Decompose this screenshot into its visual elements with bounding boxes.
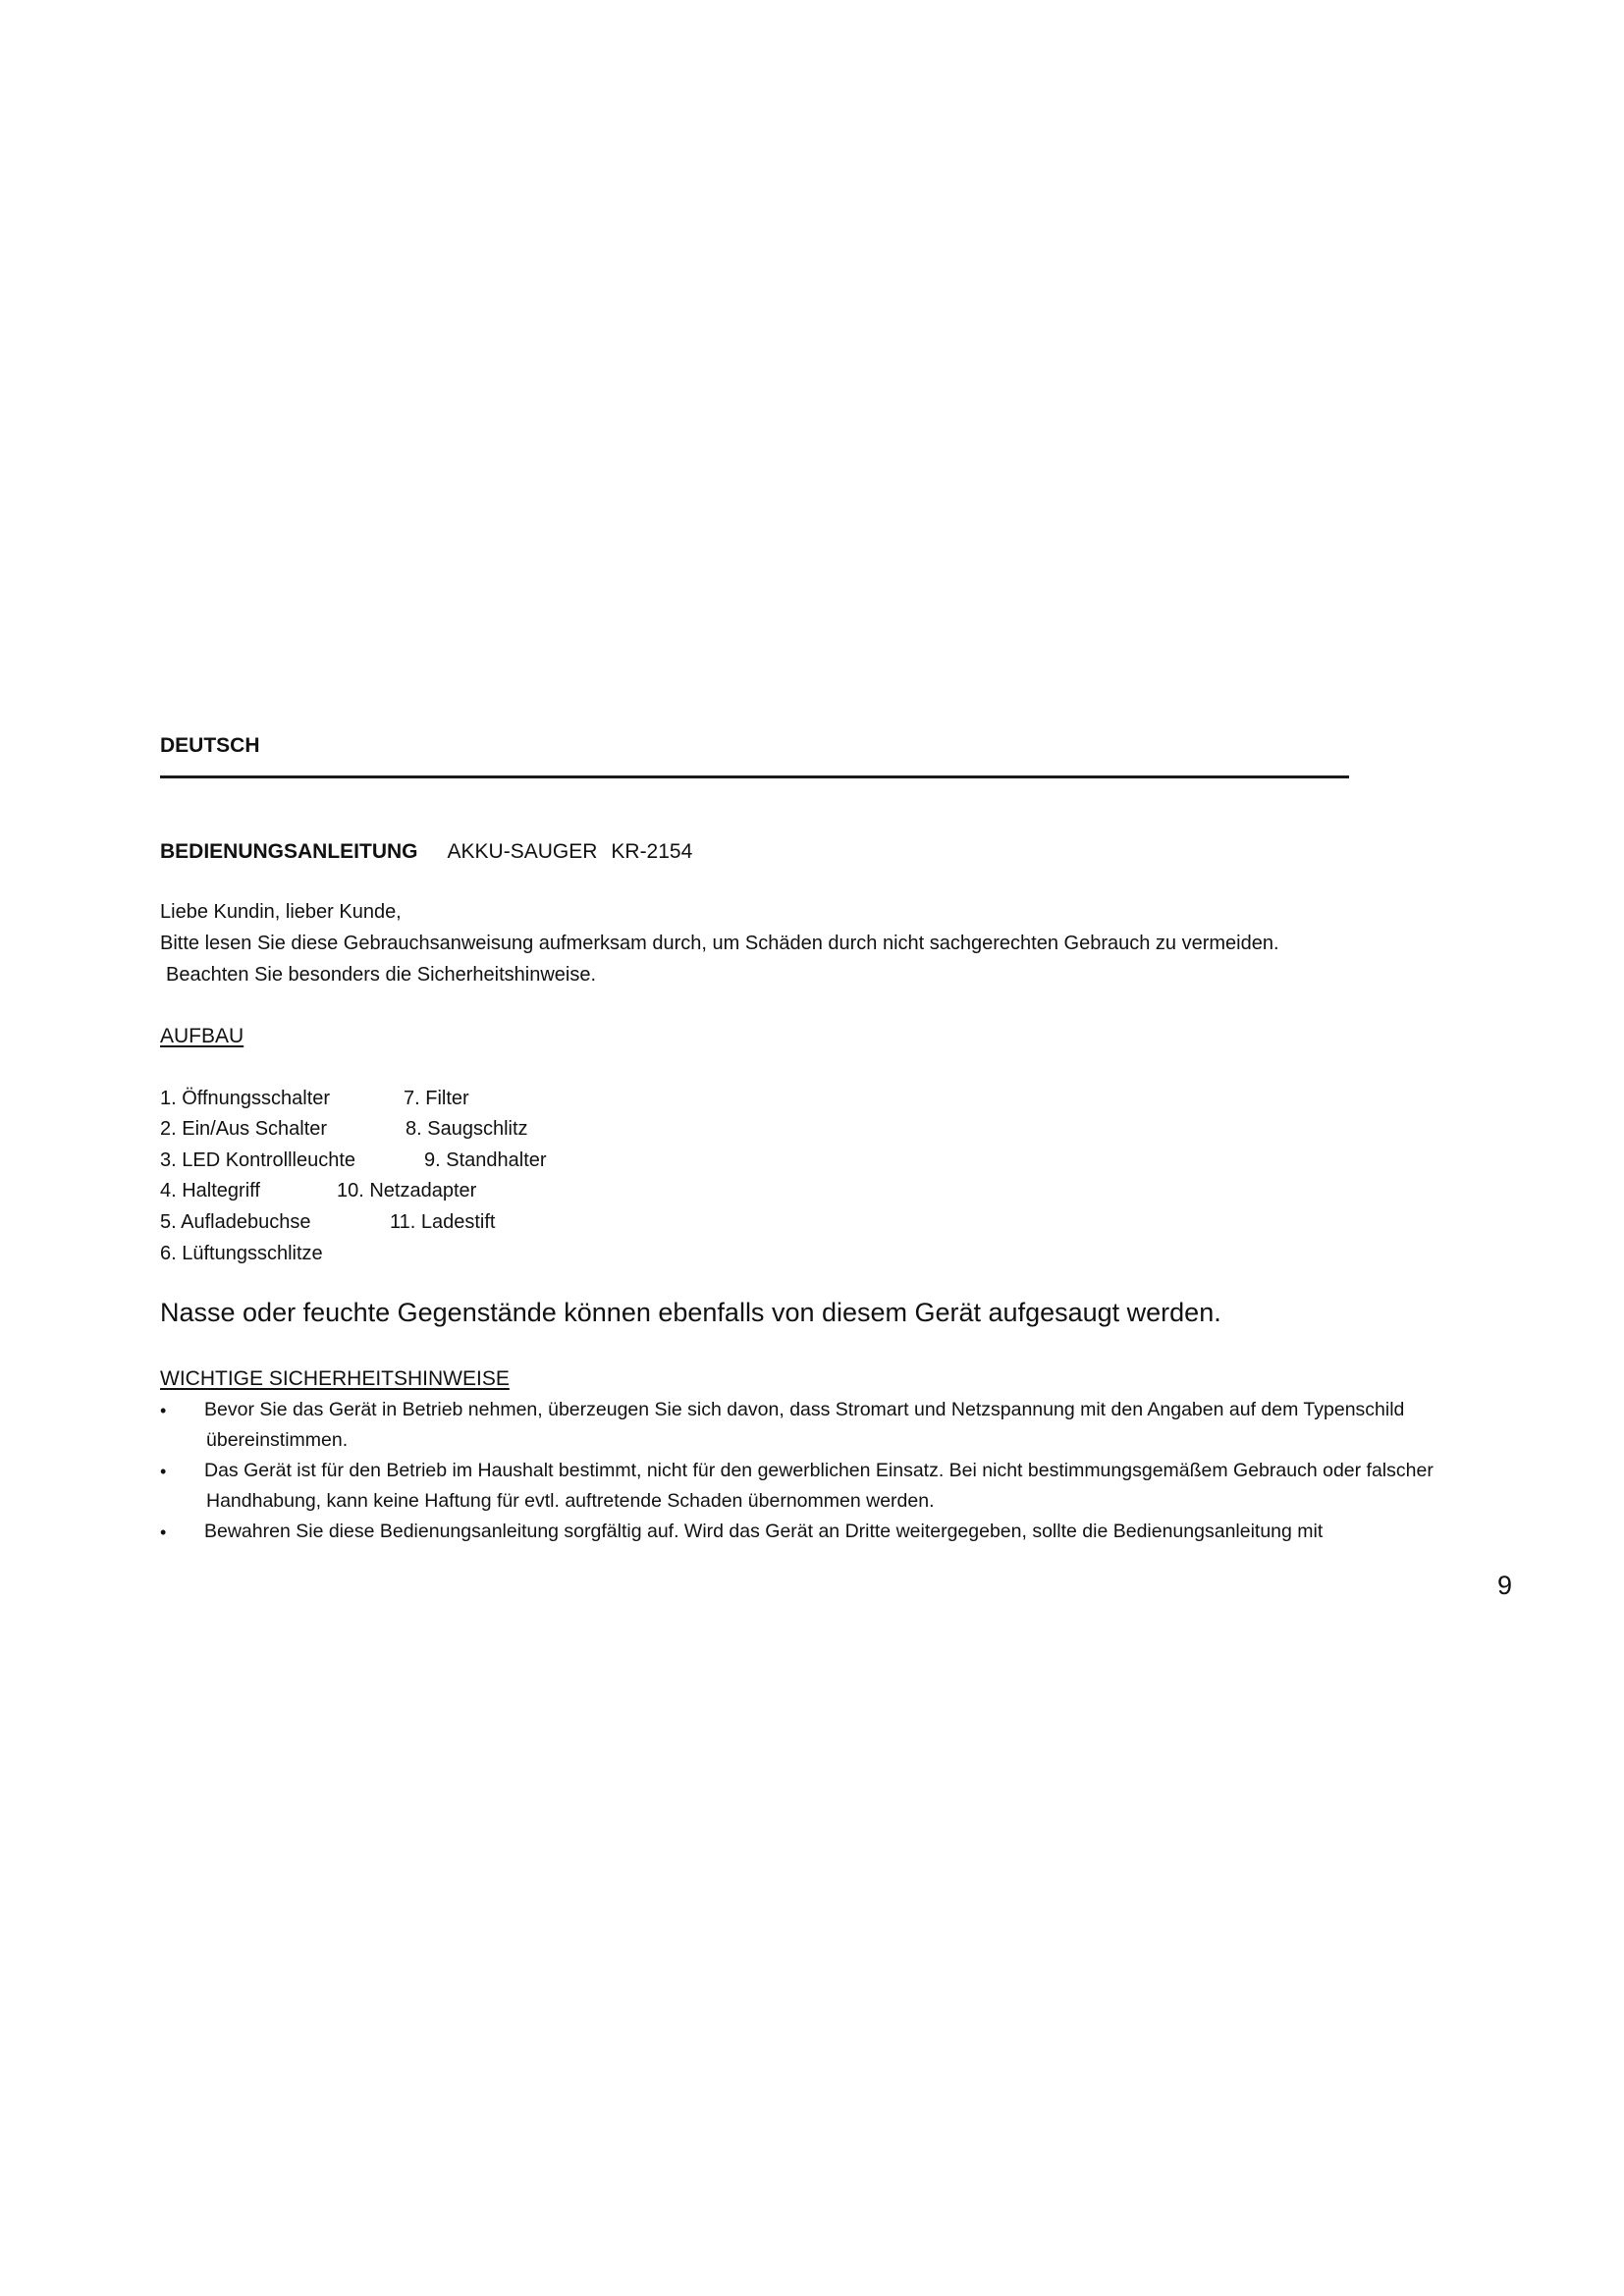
part-item-2: 2. Ein/Aus Schalter — [160, 1118, 328, 1140]
part-item-5: 5. Aufladebuchse — [160, 1211, 311, 1233]
page-number: 9 — [1497, 1571, 1513, 1600]
manual-title: BEDIENUNGSANLEITUNG — [160, 840, 418, 863]
section-language-label: DEUTSCH — [160, 734, 260, 757]
part-item-4: 4. Haltegriff — [160, 1180, 260, 1201]
bullet-1: • — [160, 1401, 167, 1420]
part-item-7: 7. Filter — [404, 1088, 469, 1109]
part-item-10: 10. Netzadapter — [337, 1180, 477, 1201]
safety-heading: WICHTIGE SICHERHEITSHINWEISE — [160, 1367, 510, 1390]
part-item-6: 6. Lüftungsschlitze — [160, 1243, 323, 1264]
safety-item-1-line-1: Bevor Sie das Gerät in Betrieb nehmen, überzeugen Sie sich davon, dass Stromart und Netzspannung mit den Angaben auf dem Typenschild — [204, 1399, 1405, 1420]
part-item-3: 3. LED Kontrollleuchte — [160, 1149, 356, 1171]
safety-item-2-line-1: Das Gerät ist für den Betrieb im Haushalt bestimmt, nicht für den gewerblichen Einsatz. Bei nicht bestimmungsgemäßem Gebrauch oder falscher — [204, 1460, 1434, 1481]
safety-item-1-line-2: übereinstimmen. — [206, 1429, 349, 1451]
bullet-3: • — [160, 1522, 167, 1542]
manual-title-line — [160, 840, 692, 864]
aufbau-heading: AUFBAU — [160, 1025, 244, 1047]
intro-line-1: Bitte lesen Sie diese Gebrauchsanweisung aufmerksam durch, um Schäden durch nicht sachgerechten Gebrauch zu vermeiden. — [160, 933, 1279, 954]
part-item-11: 11. Ladestift — [390, 1211, 496, 1233]
intro-line-2: Beachten Sie besonders die Sicherheitshinweise. — [166, 964, 597, 986]
part-item-1: 1. Öffnungsschalter — [160, 1088, 331, 1109]
safety-item-3-line-1: Bewahren Sie diese Bedienungsanleitung sorgfältig auf. Wird das Gerät an Dritte weitergegeben, sollte die Bedienungsanleitung mit — [204, 1521, 1324, 1542]
header-divider — [160, 775, 1349, 778]
wet-objects-notice: Nasse oder feuchte Gegenstände können ebenfalls von diesem Gerät aufgesaugt werden. — [160, 1298, 1221, 1327]
safety-item-2-line-2: Handhabung, kann keine Haftung für evtl. auftretende Schaden übernommen werden. — [206, 1490, 935, 1512]
part-item-8: 8. Saugschlitz — [406, 1118, 528, 1140]
intro-greeting: Liebe Kundin, lieber Kunde, — [160, 901, 402, 923]
product-name: AKKU-SAUGER — [447, 840, 598, 863]
part-item-9: 9. Standhalter — [424, 1149, 547, 1171]
bullet-2: • — [160, 1462, 167, 1481]
model-number: KR-2154 — [611, 840, 693, 863]
